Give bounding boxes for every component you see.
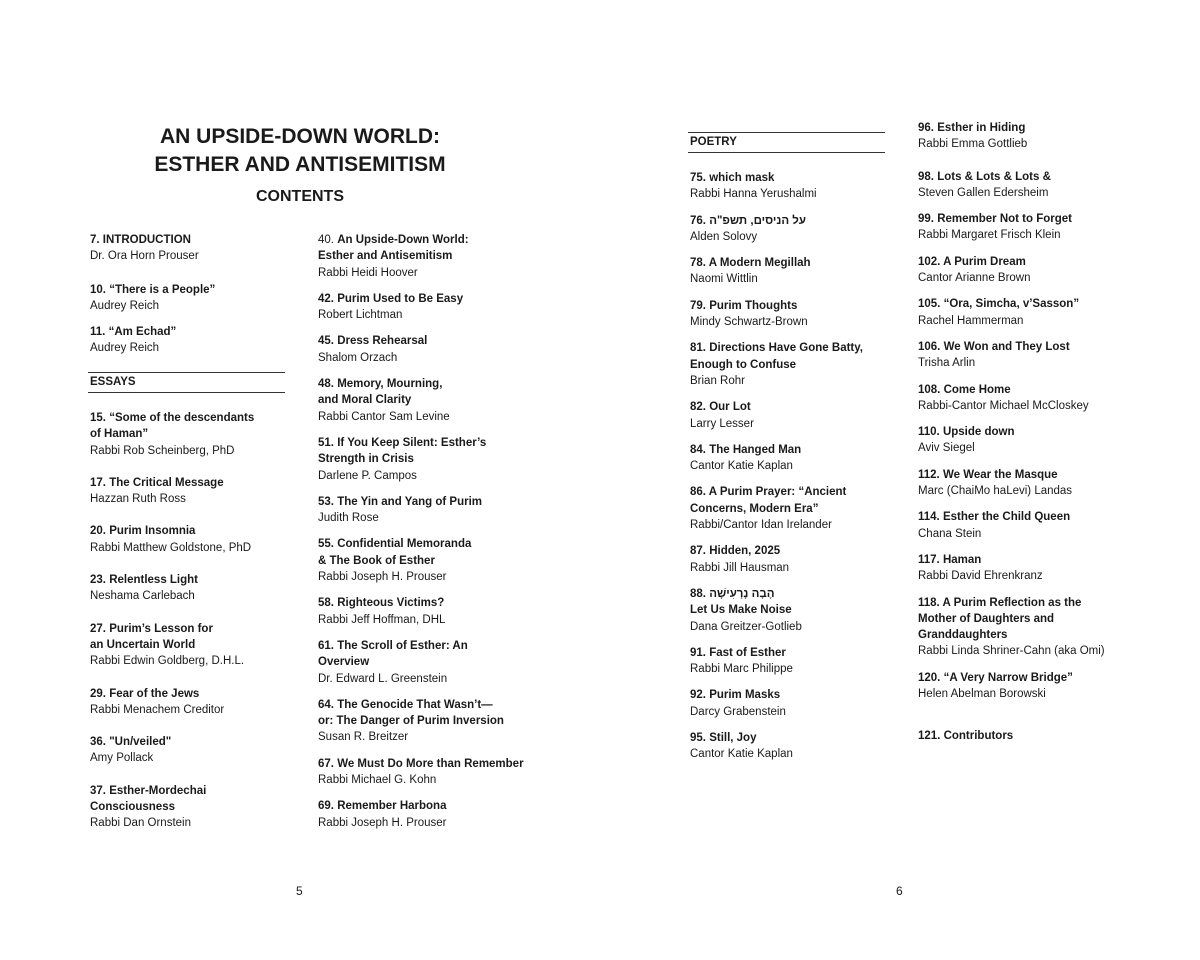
entry-title: Directions Have Gone Batty, <box>709 342 863 355</box>
entry-number: 78. <box>690 257 709 270</box>
toc-entry[interactable] <box>690 170 880 203</box>
toc-column-poetry <box>690 170 880 773</box>
entry-number: 40. <box>318 234 338 246</box>
entry-title: of Haman” <box>90 428 149 441</box>
entry-author: Aviv Siegel <box>918 442 975 455</box>
entry-title: which mask <box>709 172 775 184</box>
entry-title: "Un/veiled" <box>109 736 172 749</box>
toc-entry[interactable] <box>918 296 1133 329</box>
toc-entry[interactable] <box>90 734 290 767</box>
entry-number: 91. <box>690 646 710 659</box>
entry-number: 69. <box>318 800 338 813</box>
entry-number: 75. <box>690 172 710 184</box>
toc-entry[interactable] <box>318 595 533 628</box>
entry-number: 58. <box>318 597 338 610</box>
entry-author: Rabbi Jeff Hoffman, DHL <box>318 613 446 626</box>
entry-title: Contributors <box>943 730 1014 743</box>
entry-title: Esther and Antisemitism <box>318 250 453 263</box>
entry-author: Rabbi David Ehrenkranz <box>918 570 1043 583</box>
entry-title: Righteous Victims? <box>337 597 445 610</box>
entry-title: INTRODUCTION <box>102 234 191 246</box>
toc-entry[interactable] <box>918 728 1133 744</box>
entry-title: Strength in Crisis <box>318 453 414 466</box>
toc-entry[interactable] <box>690 687 880 720</box>
toc-entry[interactable] <box>918 120 1133 153</box>
entry-number: 112. <box>918 468 943 481</box>
entry-author: Neshama Carlebach <box>90 590 195 603</box>
entry-author: Dr. Edward L. Greenstein <box>318 672 448 685</box>
entry-author: Naomi Wittlin <box>690 273 758 286</box>
toc-entry[interactable] <box>690 730 880 763</box>
entry-number: 102. <box>918 255 944 268</box>
entry-number: 84. <box>690 443 710 456</box>
entry-number: 23. <box>90 574 110 587</box>
entry-title: “Am Echad” <box>108 326 177 339</box>
entry-title: Concerns, Modern Era” <box>690 502 819 515</box>
entry-author: Trisha Arlin <box>918 357 976 370</box>
toc-entry[interactable] <box>318 435 533 484</box>
toc-entry[interactable] <box>90 475 290 508</box>
entry-author: Audrey Reich <box>90 342 160 355</box>
entry-author: Audrey Reich <box>90 299 160 312</box>
entry-author: Darcy Grabenstein <box>690 705 786 718</box>
entry-number: 106. <box>918 340 944 353</box>
contents-heading: CONTENTS <box>256 188 344 205</box>
entry-title: “Ora, Simcha, v’Sasson” <box>943 298 1080 311</box>
entry-author: Shalom Orzach <box>318 351 398 364</box>
entry-title: Esther-Mordechai <box>109 784 207 797</box>
toc-entry[interactable] <box>918 509 1133 542</box>
toc-entry[interactable] <box>90 282 290 315</box>
entry-number: 99. <box>918 213 938 226</box>
toc-entry[interactable] <box>90 523 290 556</box>
entry-number: 110. <box>918 426 943 439</box>
entry-number: 45. <box>318 335 338 348</box>
entry-title: The Hanged Man <box>709 443 802 456</box>
entry-author: Rabbi Edwin Goldberg, D.H.L. <box>90 655 245 668</box>
entry-title: Purim Masks <box>709 689 781 702</box>
entry-title: The Yin and Yang of Purim <box>337 495 483 508</box>
entry-number: 10. <box>90 283 110 296</box>
entry-title: an Uncertain World <box>90 638 196 651</box>
toc-entry[interactable] <box>90 232 290 265</box>
entry-author: Brian Rohr <box>690 374 745 387</box>
section-heading-essays: ESSAYS <box>88 372 285 393</box>
toc-column-essays <box>90 410 290 848</box>
entry-number: 114. <box>918 511 943 524</box>
entry-number: 7. <box>90 234 103 246</box>
entry-number: 81. <box>690 342 710 355</box>
entry-number: 27. <box>90 622 110 635</box>
entry-author: Larry Lesser <box>690 417 754 430</box>
entry-title: “Some of the descendants <box>109 412 255 424</box>
toc-entry[interactable] <box>318 333 533 366</box>
entry-title: We Must Do More than Remember <box>337 757 524 770</box>
toc-column-2 <box>318 232 533 841</box>
entry-title: Remember Not to Forget <box>937 213 1073 226</box>
toc-entry[interactable] <box>918 254 1133 287</box>
entry-author: Marc (ChaiMo haLevi) Landas <box>918 485 1073 498</box>
toc-entry[interactable] <box>690 340 880 389</box>
entry-number: 117. <box>918 553 943 566</box>
entry-number: 42. <box>318 292 338 305</box>
toc-entry[interactable] <box>318 232 533 281</box>
entry-title: Haman <box>942 553 982 566</box>
entry-title: Still, Joy <box>709 732 757 745</box>
toc-entry[interactable] <box>318 494 533 527</box>
entry-author: Rabbi Rob Scheinberg, PhD <box>90 444 235 457</box>
entry-number: 79. <box>690 299 710 312</box>
entry-title: The Scroll of Esther: An <box>337 639 468 652</box>
toc-entry[interactable] <box>690 442 880 475</box>
entry-author: Robert Lichtman <box>318 309 403 322</box>
toc-entry[interactable] <box>918 339 1133 372</box>
entry-title: and Moral Clarity <box>318 394 412 407</box>
section-heading-poetry: POETRY <box>688 132 885 153</box>
toc-entry[interactable] <box>90 686 290 719</box>
entry-author: Amy Pollack <box>90 752 154 765</box>
entry-title: Granddaughters <box>918 629 1008 642</box>
entry-title: or: The Danger of Purim Inversion <box>318 715 504 728</box>
toc-entry[interactable] <box>918 169 1133 202</box>
entry-title: Purim Used to Be Easy <box>337 292 464 305</box>
toc-entry[interactable] <box>690 586 880 635</box>
entry-title: Let Us Make Noise <box>690 604 792 617</box>
toc-entry[interactable] <box>690 645 880 678</box>
entry-title: Confidential Memoranda <box>337 538 472 551</box>
entry-title: Come Home <box>943 383 1011 396</box>
toc-entry[interactable] <box>690 298 880 331</box>
entry-author: Rabbi/Cantor Idan Irelander <box>690 519 832 532</box>
entry-author: Rabbi Heidi Hoover <box>318 266 418 279</box>
entry-title: Fear of the Jews <box>109 687 200 700</box>
entry-title: Dress Rehearsal <box>337 335 428 348</box>
toc-entry[interactable] <box>90 324 290 357</box>
entry-title: Esther in Hiding <box>937 122 1026 134</box>
toc-entry[interactable] <box>918 595 1133 660</box>
toc-entry[interactable] <box>918 670 1133 703</box>
entry-title: Purim Thoughts <box>709 299 798 312</box>
entry-title: Upside down <box>942 426 1015 439</box>
entry-author: Steven Gallen Edersheim <box>918 186 1049 199</box>
entry-title: “There is a People” <box>109 283 216 296</box>
entry-number: 95. <box>690 732 710 745</box>
toc-entry[interactable] <box>318 638 533 687</box>
entry-author: Rabbi Linda Shriner-Cahn (aka Omi) <box>918 645 1105 658</box>
toc-entry[interactable] <box>690 399 880 432</box>
toc-entry[interactable] <box>690 255 880 288</box>
entry-title: Esther the Child Queen <box>942 511 1071 524</box>
toc-entry[interactable] <box>90 410 290 459</box>
entry-author: Rabbi Joseph H. Prouser <box>318 571 447 584</box>
entry-number: 53. <box>318 495 338 508</box>
entry-title: על הניסים, תשפ"ה <box>709 214 806 227</box>
entry-title: Remember Harbona <box>337 800 447 813</box>
entry-author: Judith Rose <box>318 512 379 525</box>
toc-entry[interactable] <box>318 291 533 324</box>
entry-title: הָבָה נָרְעִישָׁה <box>709 587 775 600</box>
entry-author: Rabbi-Cantor Michael McCloskey <box>918 399 1089 412</box>
entry-title: Lots & Lots & Lots & <box>937 170 1051 183</box>
toc-entry[interactable] <box>690 484 880 533</box>
entry-author: Helen Abelman Borowski <box>918 688 1046 701</box>
entry-title: If You Keep Silent: Esther’s <box>337 436 487 449</box>
toc-entry[interactable] <box>918 211 1133 244</box>
entry-number: 82. <box>690 401 710 414</box>
entry-number: 51. <box>318 436 338 449</box>
entry-title: We Wear the Masque <box>942 468 1058 481</box>
toc-entry[interactable] <box>690 213 880 246</box>
toc-entry[interactable] <box>90 783 290 832</box>
entry-title: A Modern Megillah <box>708 257 811 270</box>
entry-title: A Purim Dream <box>943 255 1026 268</box>
toc-entry[interactable] <box>918 467 1133 500</box>
entry-title: Purim Insomnia <box>109 525 196 538</box>
entry-title: Purim’s Lesson for <box>109 622 213 635</box>
entry-author: Rabbi Margaret Frisch Klein <box>918 229 1061 242</box>
entry-number: 61. <box>318 639 338 652</box>
entry-author: Susan R. Breitzer <box>318 731 409 744</box>
entry-author: Rabbi Emma Gottlieb <box>918 138 1028 151</box>
toc-entry[interactable] <box>918 552 1133 585</box>
book-title-line1: AN UPSIDE-DOWN WORLD: <box>160 125 440 148</box>
toc-column-4 <box>918 120 1133 745</box>
entry-title: Overview <box>318 656 370 669</box>
toc-entry[interactable] <box>90 621 290 670</box>
entry-number: 29. <box>90 687 110 700</box>
entry-title: Enough to Confuse <box>690 358 797 371</box>
entry-number: 96. <box>918 122 938 134</box>
entry-number: 98. <box>918 170 938 183</box>
entry-author: Hazzan Ruth Ross <box>90 493 186 506</box>
entry-author: Dana Greitzer-Gotlieb <box>690 620 802 633</box>
entry-author: Cantor Katie Kaplan <box>690 748 793 761</box>
entry-author: Rabbi Hanna Yerushalmi <box>690 188 817 201</box>
entry-author: Dr. Ora Horn Prouser <box>90 250 199 263</box>
entry-title: Memory, Mourning, <box>337 378 443 391</box>
entry-author: Chana Stein <box>918 527 982 540</box>
entry-number: 37. <box>90 784 110 797</box>
entry-number: 86. <box>690 486 709 499</box>
entry-author: Rabbi Michael G. Kohn <box>318 774 437 787</box>
entry-title: & The Book of Esther <box>318 554 435 567</box>
entry-author: Darlene P. Campos <box>318 469 417 482</box>
entry-author: Rachel Hammerman <box>918 314 1024 327</box>
entry-author: Rabbi Menachem Creditor <box>90 703 225 716</box>
entry-author: Alden Solovy <box>690 230 758 243</box>
entry-title: We Won and They Lost <box>943 340 1070 353</box>
entry-number: 105. <box>918 298 944 311</box>
entry-number: 55. <box>318 538 338 551</box>
book-title-line2: ESTHER AND ANTISEMITISM <box>154 153 446 176</box>
entry-title: “A Very Narrow Bridge” <box>943 671 1073 684</box>
entry-number: 88. <box>690 587 710 600</box>
toc-column-intro <box>90 232 290 357</box>
entry-number: 118. <box>918 596 943 609</box>
entry-title: The Genocide That Wasn’t— <box>337 698 493 711</box>
entry-title: Our Lot <box>709 401 751 414</box>
entry-author: Cantor Arianne Brown <box>918 272 1031 285</box>
entry-number: 76. <box>690 214 710 227</box>
page-number-right: 6 <box>896 884 903 898</box>
entry-title: A Purim Reflection as the <box>942 596 1082 609</box>
entry-number: 121. <box>918 730 944 743</box>
entry-number: 108. <box>918 383 944 396</box>
entry-number: 20. <box>90 525 110 538</box>
entry-title: A Purim Prayer: “Ancient <box>708 486 847 499</box>
entry-title: An Upside-Down World: <box>337 234 469 246</box>
toc-entry[interactable] <box>90 572 290 605</box>
entry-title: Fast of Esther <box>709 646 786 659</box>
toc-entry[interactable] <box>318 798 533 831</box>
toc-entry[interactable] <box>690 543 880 576</box>
entry-author: Rabbi Matthew Goldstone, PhD <box>90 541 252 554</box>
entry-number: 15. <box>90 412 110 424</box>
entry-number: 67. <box>318 757 338 770</box>
entry-author: Rabbi Cantor Sam Levine <box>318 410 450 423</box>
toc-entry[interactable] <box>318 536 533 585</box>
entry-number: 87. <box>690 545 710 558</box>
entry-author: Rabbi Dan Ornstein <box>90 817 191 830</box>
entry-number: 11. <box>90 326 109 339</box>
entry-number: 17. <box>90 476 110 489</box>
entry-author: Rabbi Joseph H. Prouser <box>318 816 447 829</box>
entry-title: Relentless Light <box>109 574 199 587</box>
toc-entry[interactable] <box>918 382 1133 415</box>
entry-author: Rabbi Jill Hausman <box>690 561 790 574</box>
entry-title: The Critical Message <box>109 476 224 489</box>
toc-entry[interactable] <box>318 756 533 789</box>
entry-title: Consciousness <box>90 801 175 814</box>
toc-entry[interactable] <box>318 697 533 746</box>
entry-number: 120. <box>918 671 944 684</box>
page-number-left: 5 <box>296 884 303 898</box>
entry-number: 92. <box>690 689 710 702</box>
entry-title: Mother of Daughters and <box>918 612 1055 625</box>
entry-number: 64. <box>318 698 338 711</box>
entry-number: 36. <box>90 736 110 749</box>
entry-author: Rabbi Marc Philippe <box>690 663 793 676</box>
entry-author: Mindy Schwartz-Brown <box>690 316 808 329</box>
entry-author: Cantor Katie Kaplan <box>690 460 793 473</box>
entry-title: Hidden, 2025 <box>709 545 781 558</box>
toc-entry[interactable] <box>918 424 1133 457</box>
entry-number: 48. <box>318 378 338 391</box>
toc-entry[interactable] <box>318 376 533 425</box>
